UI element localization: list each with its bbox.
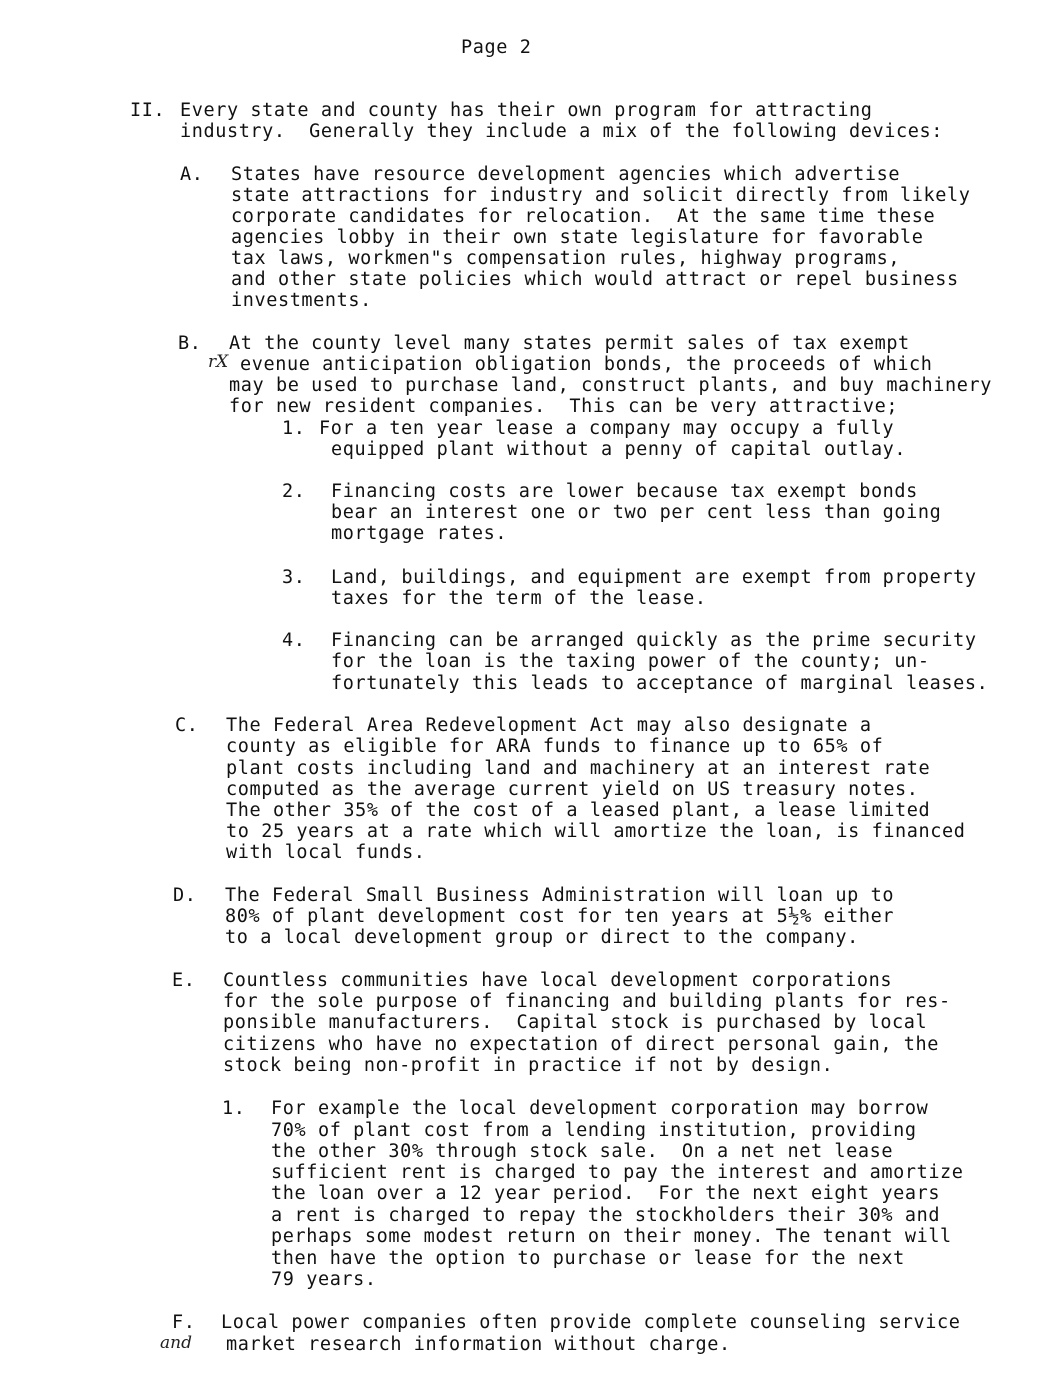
item-f-line: market research information without charge. bbox=[226, 1334, 731, 1355]
item-b-line: At the county level many states permit sales of tax exempt bbox=[229, 333, 910, 354]
item-e1-line: 79 years. bbox=[271, 1269, 377, 1290]
section-ii-line: Every state and county has their own program for attracting bbox=[180, 100, 873, 121]
item-a-line: States have resource development agencies which advertise bbox=[231, 164, 901, 185]
item-b1-marker: 1. bbox=[282, 418, 306, 439]
item-e-line: Countless communities have local development corporations bbox=[223, 970, 893, 991]
page-header: Page 2 bbox=[461, 37, 532, 58]
item-e1-marker: 1. bbox=[222, 1098, 246, 1119]
item-b-line: may be used to purchase land, construct plants, and buy machinery bbox=[229, 375, 992, 396]
item-c-line: The other 35% of the cost of a leased plant, a lease limited bbox=[226, 800, 931, 821]
item-a-line: corporate candidates for relocation. At the same time these bbox=[231, 206, 936, 227]
item-a-marker: A. bbox=[180, 164, 204, 185]
item-c-line: with local funds. bbox=[226, 842, 426, 863]
item-e-line: for the sole purpose of financing and building plants for res- bbox=[223, 991, 951, 1012]
item-f-line: Local power companies often provide complete counseling service bbox=[221, 1312, 961, 1333]
item-c-marker: C. bbox=[175, 715, 199, 736]
item-b2-line: bear an interest one or two per cent less than going bbox=[331, 502, 942, 523]
item-e1-line: perhaps some modest return on their money. The tenant will bbox=[271, 1226, 952, 1247]
item-f-marker: F. bbox=[172, 1312, 196, 1333]
item-a-line: investments. bbox=[231, 290, 372, 311]
item-e1-line: the loan over a 12 year period. For the next eight years bbox=[271, 1183, 941, 1204]
item-b2-line: Financing costs are lower because tax exempt bonds bbox=[331, 481, 918, 502]
item-e-line: stock being non-profit in practice if not by design. bbox=[223, 1055, 834, 1076]
item-b-line: for new resident companies. This can be very attractive; bbox=[229, 396, 899, 417]
item-a-line: and other state policies which would attract or repel business bbox=[231, 269, 959, 290]
item-b-line: evenue anticipation obligation bonds, the proceeds of which bbox=[240, 354, 933, 375]
item-b3-line: Land, buildings, and equipment are exempt from property bbox=[331, 567, 977, 588]
item-e1-line: 70% of plant cost from a lending institution, providing bbox=[271, 1120, 917, 1141]
item-b4-marker: 4. bbox=[282, 630, 306, 651]
item-d-line: to a local development group or direct to the company. bbox=[225, 927, 859, 948]
item-d-line: 80% of plant development cost for ten years at 5½% either bbox=[225, 906, 895, 927]
item-e-line: ponsible manufacturers. Capital stock is purchased by local bbox=[223, 1012, 928, 1033]
item-c-line: computed as the average current yield on US treasury notes. bbox=[226, 779, 919, 800]
item-b3-marker: 3. bbox=[282, 567, 306, 588]
item-d-line: The Federal Small Business Administration will loan up to bbox=[225, 885, 895, 906]
item-a-line: tax laws, workmen"s compensation rules, highway programs, bbox=[231, 248, 901, 269]
item-a-line: state attractions for industry and solicit directly from likely bbox=[231, 185, 971, 206]
item-e-marker: E. bbox=[172, 970, 196, 991]
item-a-line: agencies lobby in their own state legislature for favorable bbox=[231, 227, 924, 248]
item-e1-line: a rent is charged to repay the stockholders their 30% and bbox=[271, 1205, 941, 1226]
item-b3-line: taxes for the term of the lease. bbox=[331, 588, 707, 609]
item-e1-line: For example the local development corporation may borrow bbox=[271, 1098, 929, 1119]
handwritten-insertion: and bbox=[160, 1333, 192, 1353]
handwritten-correction: rX bbox=[208, 352, 229, 372]
item-e1-line: then have the option to purchase or lease for the next bbox=[271, 1248, 905, 1269]
item-e-line: citizens who have no expectation of direct personal gain, the bbox=[223, 1034, 940, 1055]
item-b2-line: mortgage rates. bbox=[331, 523, 508, 544]
section-ii-line: industry. Generally they include a mix of the following devices: bbox=[180, 121, 943, 142]
item-c-line: county as eligible for ARA funds to finance up to 65% of bbox=[226, 736, 884, 757]
item-b-marker: B. bbox=[178, 333, 202, 354]
item-b1-line: For a ten year lease a company may occupy a fully bbox=[319, 418, 895, 439]
item-c-line: plant costs including land and machinery at an interest rate bbox=[226, 758, 931, 779]
item-b2-marker: 2. bbox=[282, 481, 306, 502]
item-d-marker: D. bbox=[173, 885, 197, 906]
item-b4-line: Financing can be arranged quickly as the prime security bbox=[331, 630, 977, 651]
item-b4-line: fortunately this leads to acceptance of marginal leases. bbox=[331, 673, 989, 694]
item-c-line: to 25 years at a rate which will amortize the loan, is financed bbox=[226, 821, 966, 842]
item-b4-line: for the loan is the taxing power of the county; un- bbox=[331, 651, 930, 672]
section-ii-marker: II. bbox=[130, 100, 166, 121]
item-e1-line: sufficient rent is charged to pay the interest and amortize bbox=[271, 1162, 964, 1183]
item-b1-line: equipped plant without a penny of capital outlay. bbox=[331, 439, 907, 460]
item-e1-line: the other 30% through stock sale. On a net net lease bbox=[271, 1141, 894, 1162]
item-c-line: The Federal Area Redevelopment Act may also designate a bbox=[226, 715, 872, 736]
